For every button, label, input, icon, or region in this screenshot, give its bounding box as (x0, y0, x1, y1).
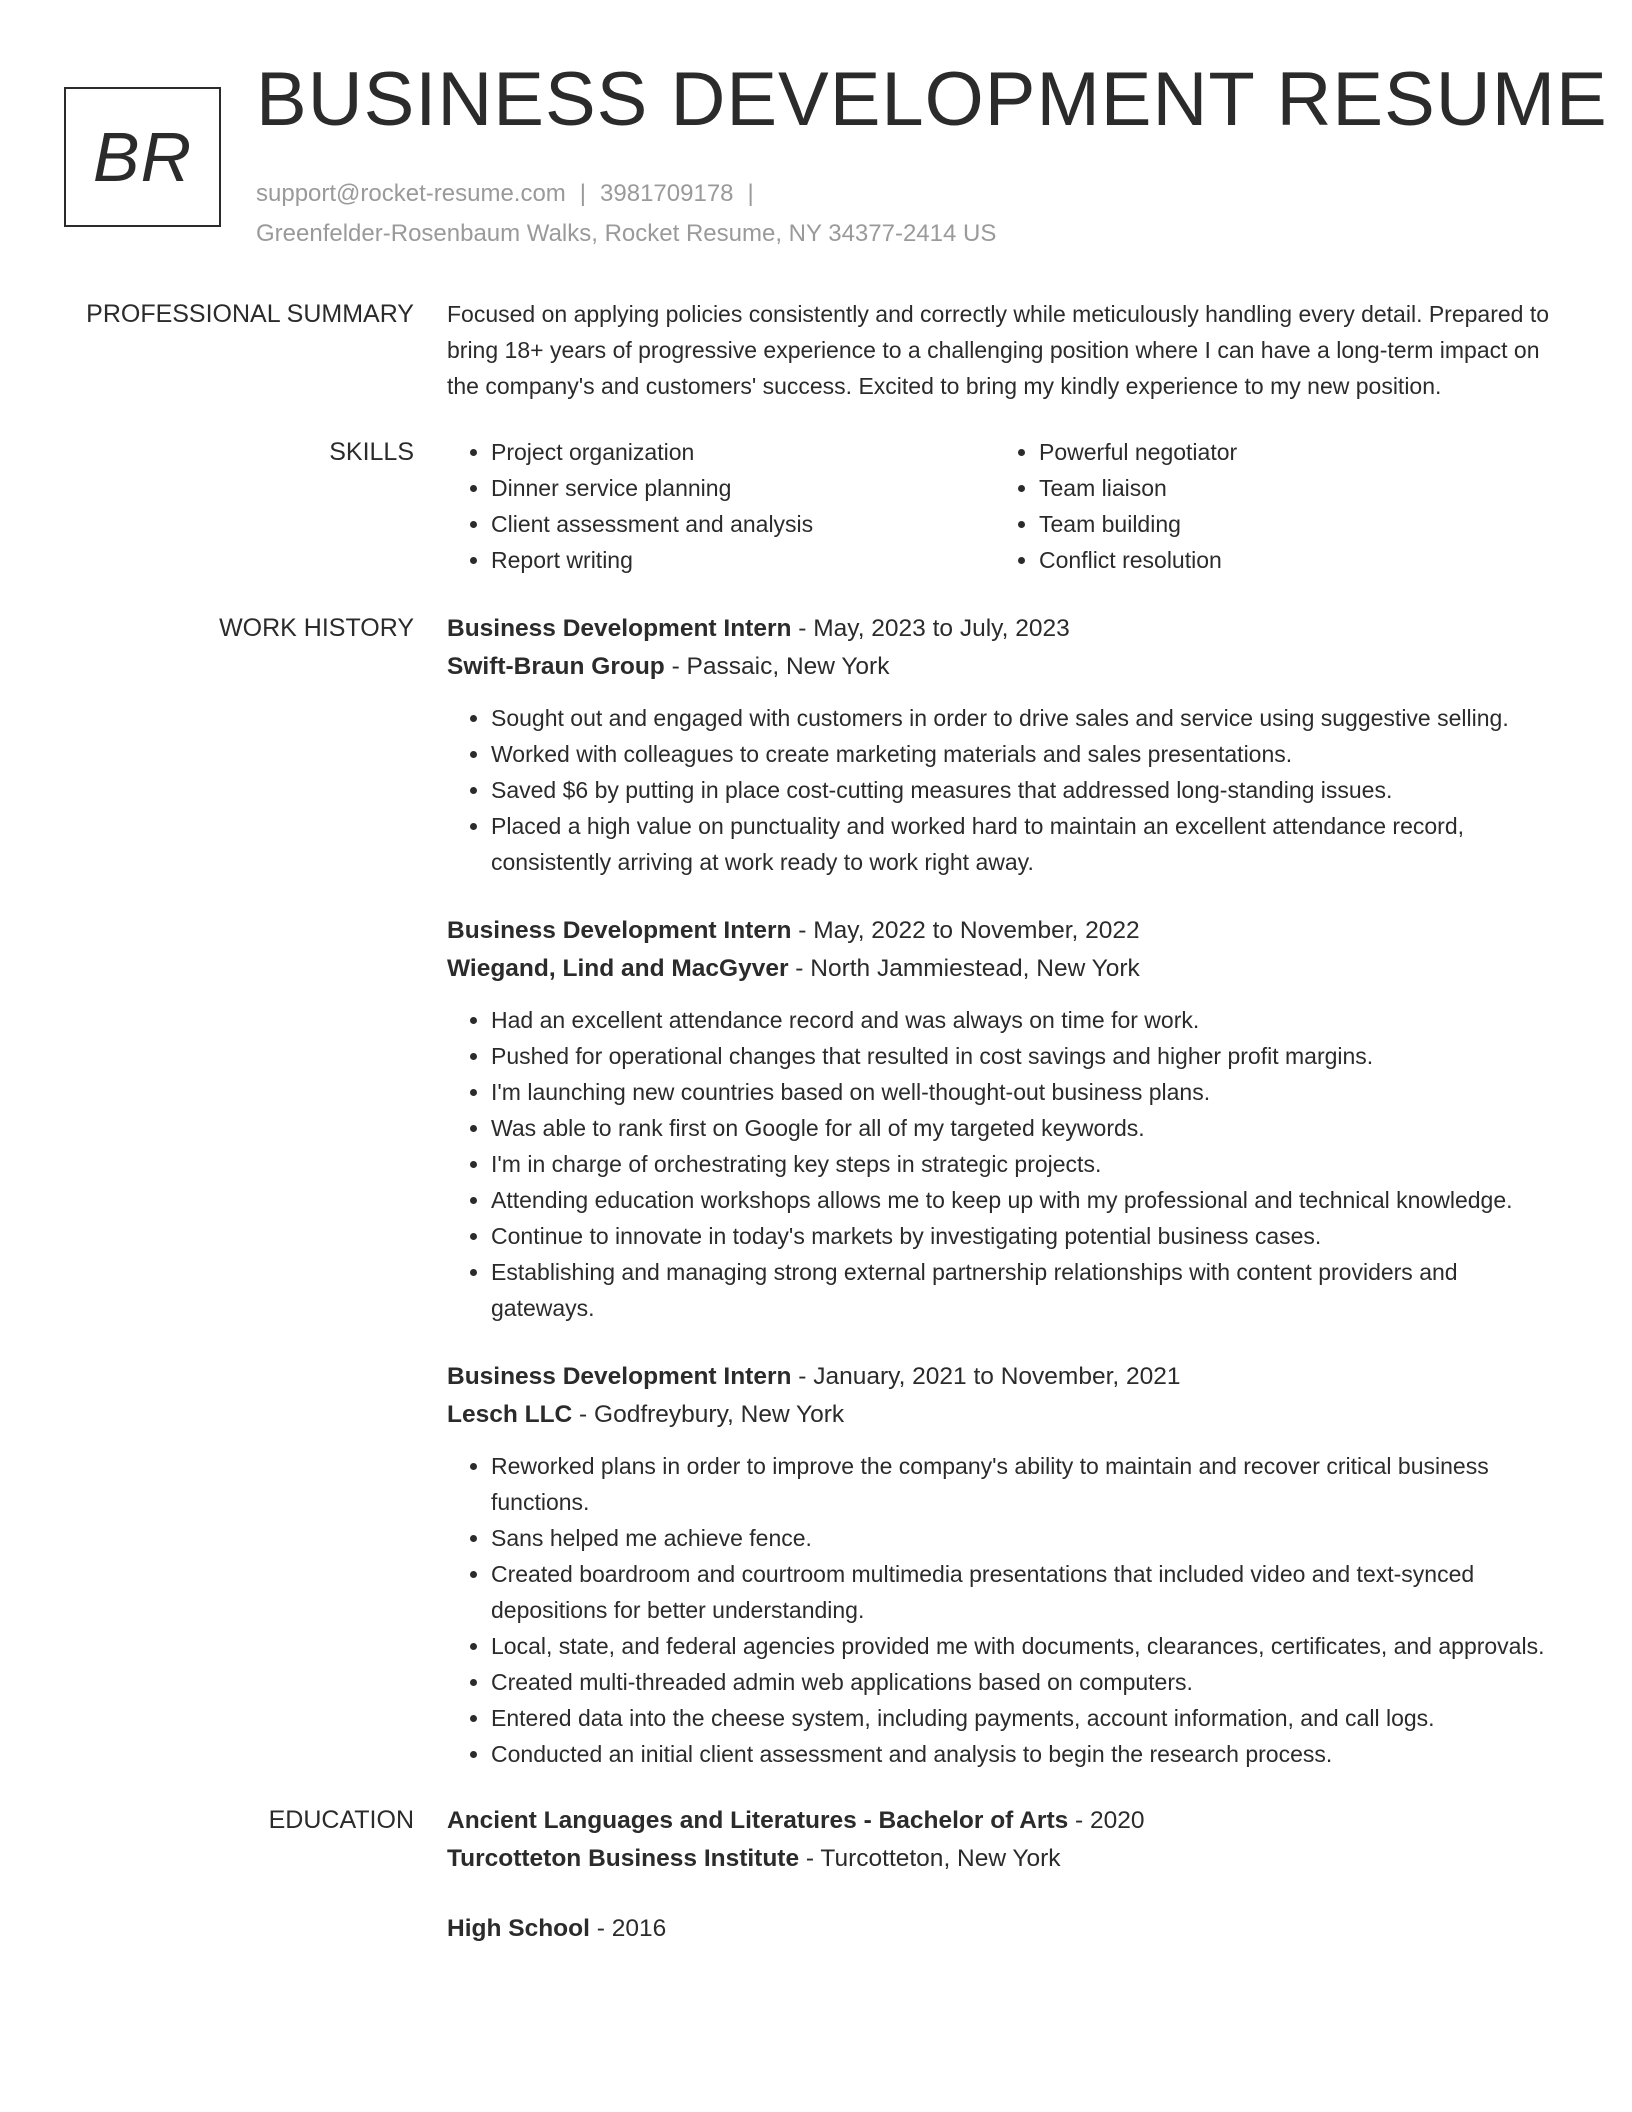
education-section (0, 1802, 1632, 1948)
job-company: Swift-Braun Group (447, 653, 665, 680)
skill-item: • Powerful negotiator (1039, 434, 1543, 470)
job-location: - Passaic, New York (664, 653, 890, 680)
education-degree-line (447, 1910, 1562, 1948)
job-location: - Godfreybury, New York (572, 1401, 845, 1428)
job-bullet: • Conducted an initial client assessment and analysis to begin the research process. (491, 1736, 1562, 1772)
skill-item: • Team liaison (1039, 470, 1543, 506)
education-content (447, 1802, 1562, 1948)
job-bullet: • Sought out and engaged with customers in order to drive sales and service using suggestive selling. (491, 700, 1562, 736)
monogram-logo: BR (64, 87, 221, 227)
skill-item: • Dinner service planning (491, 470, 995, 506)
job-bullet: • Created multi-threaded admin web applications based on computers. (491, 1664, 1562, 1700)
job-bullet: • Reworked plans in order to improve the company's ability to maintain and recover critical business functions. (491, 1448, 1562, 1520)
job-title: Business Development Intern (447, 1363, 792, 1390)
job-dates: - May, 2023 to July, 2023 (791, 615, 1070, 642)
job-title-line (447, 610, 1562, 648)
skill-item: • Client assessment and analysis (491, 506, 995, 542)
summary-text: Focused on applying policies consistently and correctly while meticulously handling every detail. Prepared to bring 18+ years of progressive experience to a challenging position where I can have a long-term impact on the company's and customers' success. Excited to bring my kindly experience to my new position. (447, 301, 1550, 399)
skill-item: • Project organization (491, 434, 995, 470)
job-bullet: • Sans helped me achieve fence. (491, 1520, 1562, 1556)
job-bullet: • Continue to innovate in today's markets by investigating potential business cases. (491, 1218, 1562, 1254)
job-title-line (447, 912, 1562, 950)
page-title: BUSINESS DEVELOPMENT RESUME (256, 57, 1608, 142)
contact-separator: | (747, 180, 754, 207)
skills-section (0, 434, 1632, 578)
contact-line-1 (256, 174, 996, 214)
job-entry (447, 912, 1562, 1326)
work-history-section (0, 610, 1632, 1772)
contact-phone: 3981709178 (600, 180, 734, 207)
job-bullet: • Saved $6 by putting in place cost-cutting measures that addressed long-standing issues. (491, 772, 1562, 808)
job-company-line (447, 1396, 1562, 1434)
skill-item: • Report writing (491, 542, 995, 578)
education-school: Turcotteton Business Institute (447, 1845, 800, 1872)
education-school-line (447, 1840, 1562, 1878)
job-bullet: • I'm launching new countries based on well-thought-out business plans. (491, 1074, 1562, 1110)
education-degree-line (447, 1802, 1562, 1840)
job-company: Wiegand, Lind and MacGyver (447, 955, 789, 982)
job-bullet: • Placed a high value on punctuality and worked hard to maintain an excellent attendance record, consistently arriving at work ready to work right away. (491, 808, 1562, 880)
summary-heading: PROFESSIONAL SUMMARY (86, 300, 414, 328)
job-bullet: • Local, state, and federal agencies provided me with documents, clearances, certificates, and approvals. (491, 1628, 1562, 1664)
work-history-content (447, 610, 1562, 1772)
job-bullet: • Attending education workshops allows me to keep up with my professional and technical knowledge. (491, 1182, 1562, 1218)
job-title-line (447, 1358, 1562, 1396)
education-heading: EDUCATION (268, 1806, 414, 1834)
contact-email: support@rocket-resume.com (256, 180, 566, 207)
job-location: - North Jammiestead, New York (788, 955, 1140, 982)
skills-list-right (995, 434, 1543, 578)
summary-section (0, 296, 1632, 404)
job-bullet: • Had an excellent attendance record and was always on time for work. (491, 1002, 1562, 1038)
job-bullets (447, 700, 1562, 880)
contact-separator: | (579, 180, 587, 207)
resume-sections (0, 296, 1632, 1948)
job-company-line (447, 648, 1562, 686)
job-bullet: • Worked with colleagues to create marketing materials and sales presentations. (491, 736, 1562, 772)
skills-list-left (447, 434, 995, 578)
job-company: Lesch LLC (447, 1401, 573, 1428)
skills-heading: SKILLS (329, 438, 414, 466)
job-title: Business Development Intern (447, 917, 792, 944)
contact-address: Greenfelder-Rosenbaum Walks, Rocket Resume, NY 34377-2414 US (256, 220, 997, 247)
education-degree: High School (447, 1915, 590, 1942)
job-dates: - May, 2022 to November, 2022 (791, 917, 1140, 944)
job-entry (447, 1358, 1562, 1772)
job-bullets (447, 1448, 1562, 1772)
job-bullet: • Created boardroom and courtroom multimedia presentations that included video and text-synced depositions for better understanding. (491, 1556, 1562, 1628)
summary-content (447, 296, 1562, 404)
skill-item: • Conflict resolution (1039, 542, 1543, 578)
job-bullet: • Pushed for operational changes that resulted in cost savings and higher profit margins. (491, 1038, 1562, 1074)
education-year: - 2020 (1068, 1807, 1145, 1834)
education-entry (447, 1910, 1562, 1948)
job-company-line (447, 950, 1562, 988)
job-bullet: • I'm in charge of orchestrating key steps in strategic projects. (491, 1146, 1562, 1182)
education-entry (447, 1802, 1562, 1878)
education-degree: Ancient Languages and Literatures - Bachelor of Arts (447, 1807, 1069, 1834)
job-bullet: • Entered data into the cheese system, including payments, account information, and call logs. (491, 1700, 1562, 1736)
work-history-heading: WORK HISTORY (219, 614, 414, 642)
job-title: Business Development Intern (447, 615, 792, 642)
education-year: - 2016 (589, 1915, 667, 1942)
education-location: - Turcotteton, New York (799, 1845, 1061, 1872)
skill-item: • Team building (1039, 506, 1543, 542)
job-bullet: • Was able to rank first on Google for all of my targeted keywords. (491, 1110, 1562, 1146)
job-bullets (447, 1002, 1562, 1326)
job-bullet: • Establishing and managing strong external partnership relationships with content providers and gateways. (491, 1254, 1562, 1326)
job-dates: - January, 2021 to November, 2021 (791, 1363, 1181, 1390)
contact-info (256, 174, 996, 254)
skills-content (447, 434, 1562, 578)
job-entry (447, 610, 1562, 880)
